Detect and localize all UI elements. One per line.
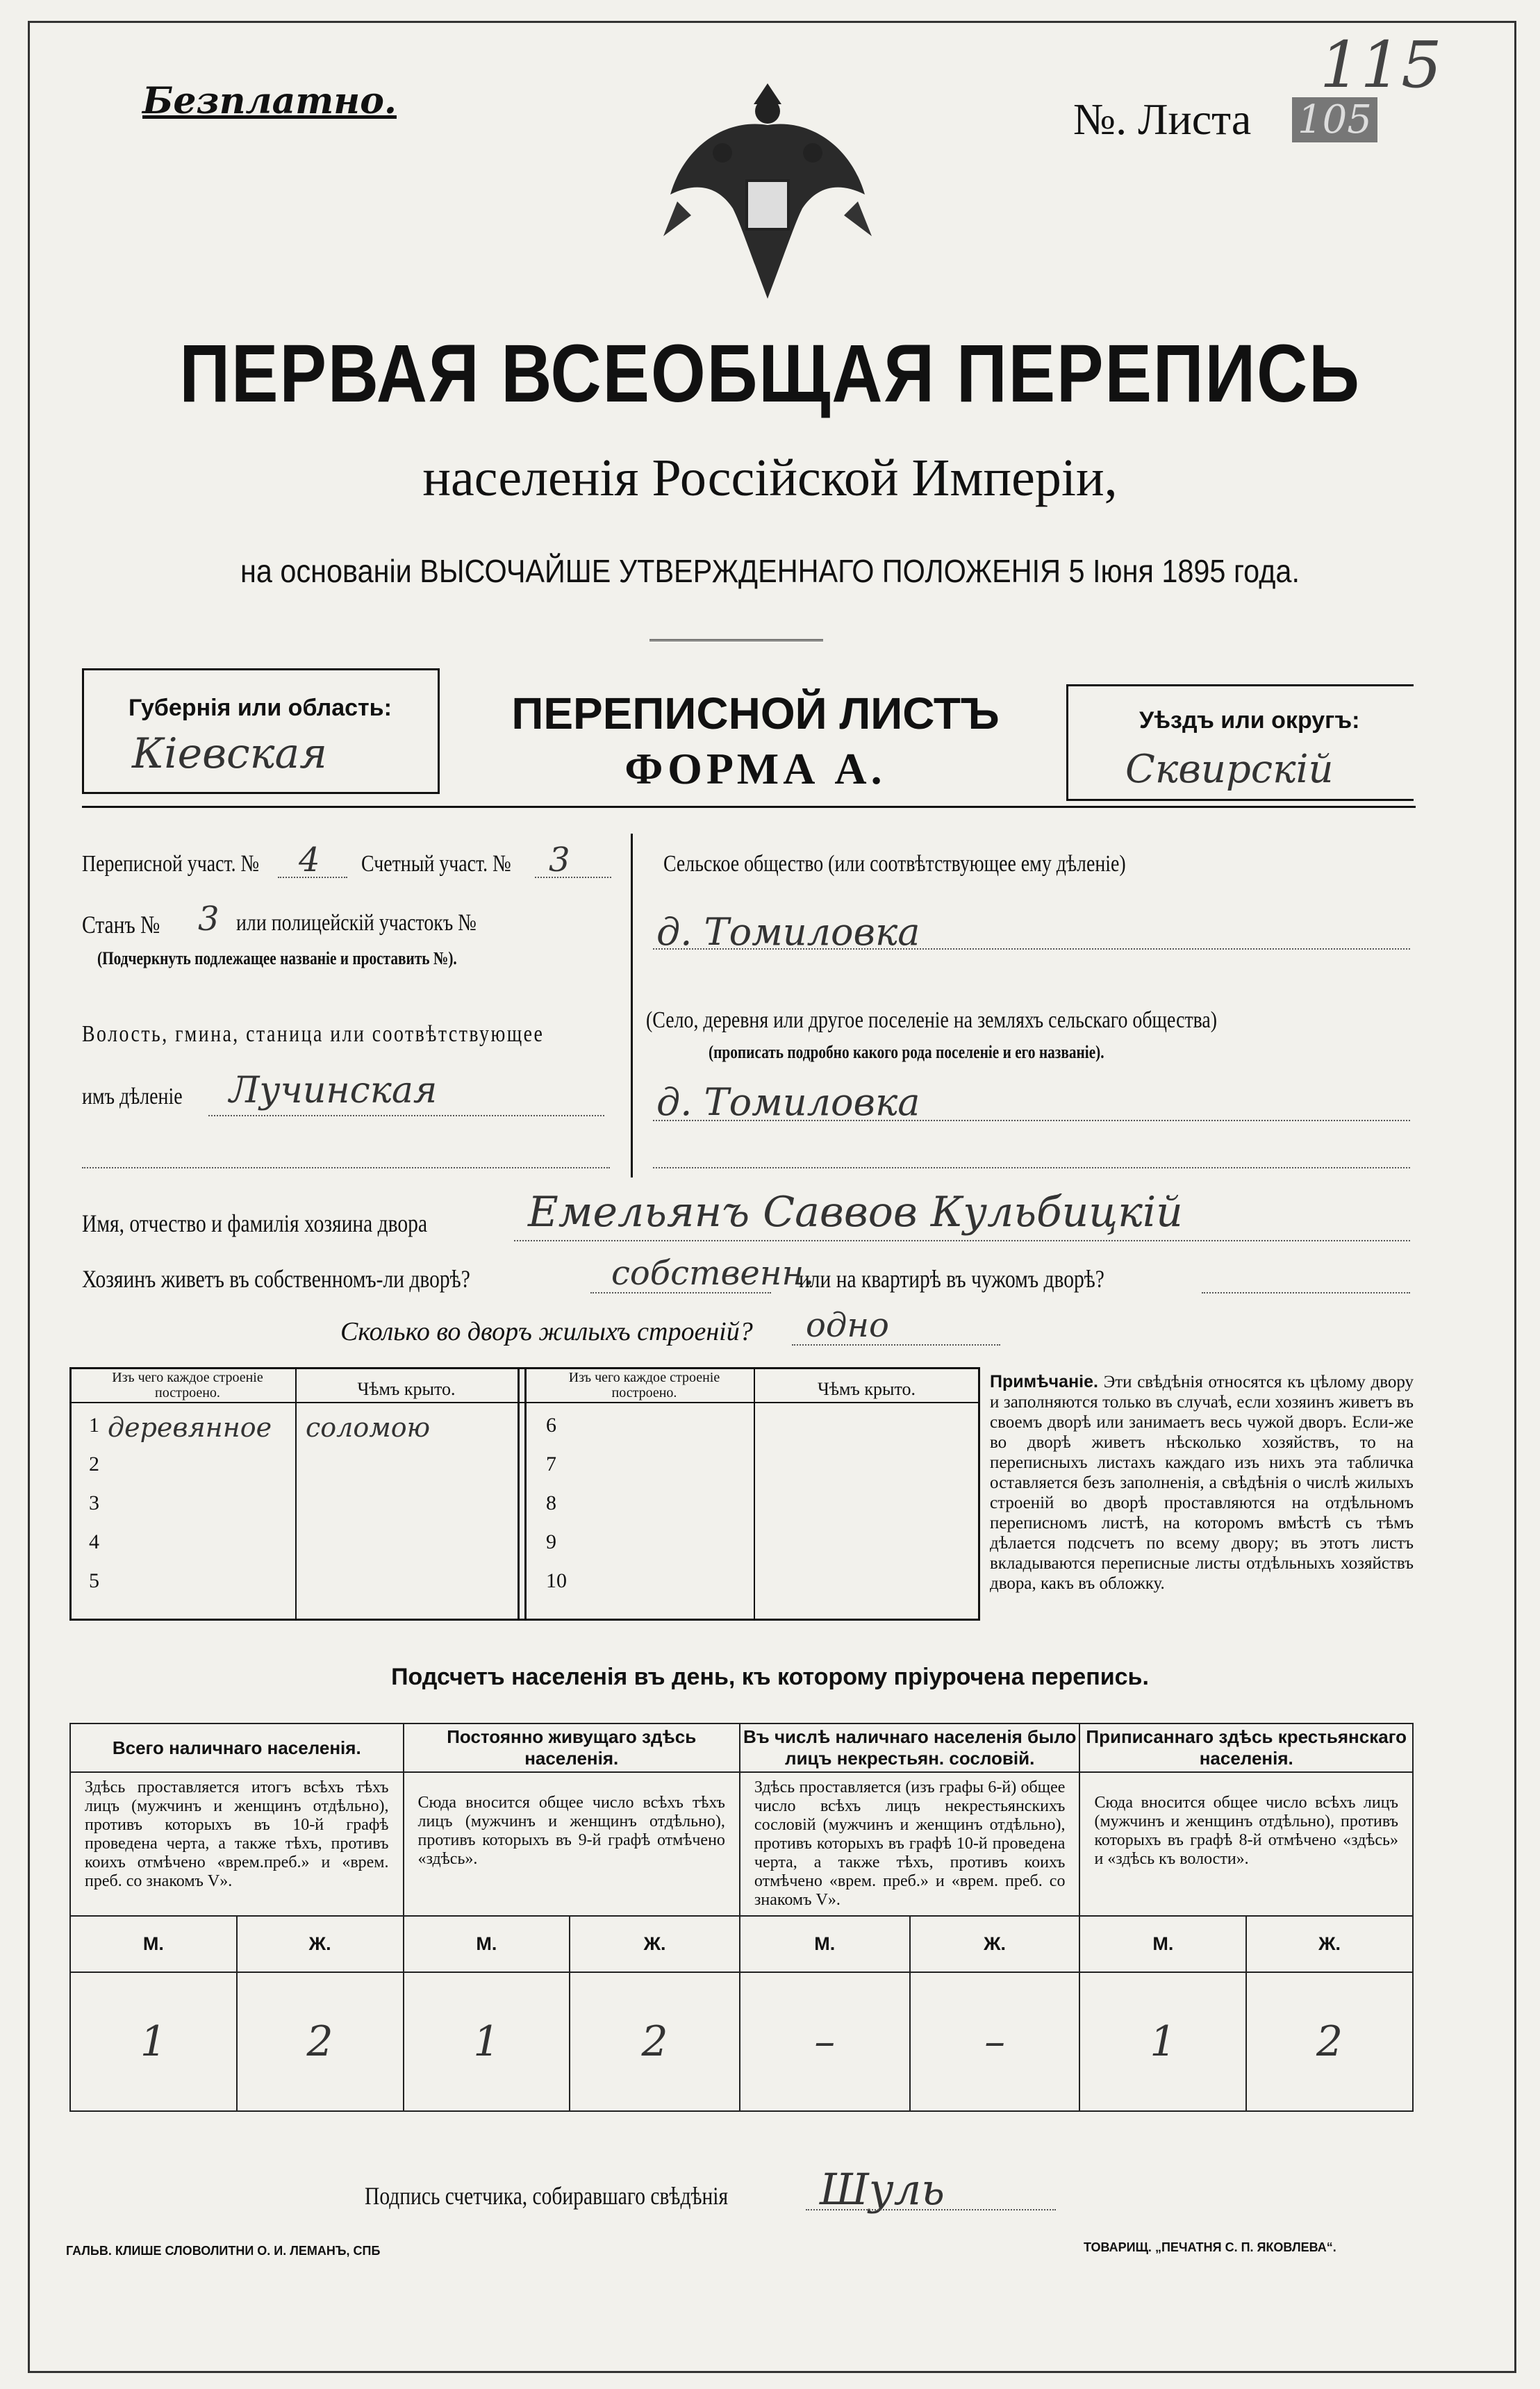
province-label: Губернія или область: [129, 695, 392, 721]
m-label: М. [70, 1916, 237, 1971]
population-col1-m: 1 [70, 1972, 237, 2111]
owner-residence-label: Хозяинъ живетъ въ собственномъ-ли дворѣ? [82, 1265, 470, 1293]
zh-label: Ж. [570, 1916, 740, 1971]
row-roof: соломою [306, 1412, 431, 1443]
zh-label: Ж. [237, 1916, 404, 1971]
row-number: 6 [546, 1414, 556, 1437]
row-number: 3 [89, 1491, 99, 1514]
row-number: 2 [89, 1453, 99, 1475]
row-number: 5 [89, 1569, 99, 1592]
population-col4-zh: 2 [1246, 1972, 1413, 2111]
population-col1-header: Всего наличнаго населенія. [70, 1723, 404, 1772]
province-value: Кіевская [132, 729, 327, 778]
buildings-count-value: одно [806, 1306, 889, 1345]
footer-left: ГАЛЬВ. КЛИШЕ СЛОВОЛИТНИ О. И. ЛЕМАНЪ, СПБ [66, 2244, 381, 2258]
owner-name-value: Емельянъ Саввов Кульбицкій [528, 1188, 1183, 1237]
m-label: М. [740, 1916, 910, 1971]
volost-value: Лучинская [229, 1070, 438, 1111]
zh-label: Ж. [910, 1916, 1080, 1971]
form-name: ФОРМА А. [624, 744, 886, 793]
owner-residence-value: собственн. [611, 1254, 815, 1293]
subtitle: населенія Россійской Имперіи, [422, 449, 1118, 507]
stan-label: Станъ № [82, 911, 160, 939]
table-row [76, 1523, 514, 1562]
district-value: Сквирскій [1125, 747, 1334, 792]
volost-label: Волость, гмина, станица или соотвѣтствующее [82, 1021, 545, 1047]
stan-value: 3 [198, 900, 220, 939]
row-number: 4 [89, 1530, 99, 1553]
owner-name-label: Имя, отчество и фамилія хозяина двора [82, 1209, 428, 1237]
village-note: (прописать подробно какого рода поселеніе и его названіе). [709, 1042, 1104, 1062]
row-number: 10 [546, 1569, 567, 1592]
table-row [535, 1485, 972, 1523]
row-number: 7 [546, 1453, 556, 1475]
fields-vertical-divider [631, 834, 633, 1177]
population-col3-desc: Здѣсь проставляется (изъ графы 6-й) общее число всѣхъ лицъ некрестьянскихъ сословій (мужчинъ и женщинъ отдѣльно), противъ которыхъ въ графѣ 10-й проведена черта, а также тѣхъ, противъ коихъ отмѣчено «врем. преб.» и «врем. преб. со знакомъ V». [740, 1772, 1080, 1916]
population-col2-header: Постоянно живущаго здѣсь населенія. [404, 1723, 740, 1772]
population-col3-header: Въ числѣ наличнаго населенія было лицъ некрестьян. сословій. [740, 1723, 1080, 1772]
m-label: М. [1079, 1916, 1246, 1971]
signature-value: Шуль [820, 2164, 945, 2215]
footer-right: ТОВАРИЩ. „ПЕЧАТНЯ С. П. ЯКОВЛЕВА“. [1084, 2240, 1336, 2254]
census-district-value: 4 [299, 841, 320, 879]
buildings-rows-right [535, 1407, 972, 1601]
sheet-number-label: №. Листа [1073, 94, 1252, 144]
ornament-divider [649, 639, 823, 641]
sheet-title: ПЕРЕПИСНОЙ ЛИСТЪ [511, 688, 1000, 738]
count-district-label: Счетный участ. № [361, 851, 511, 877]
form-header-top-rule [82, 668, 440, 670]
buildings-count-label: Сколько во дворъ жилыхъ строеній? [340, 1317, 753, 1346]
underline-note: (Подчеркнуть подлежащее названіе и проставить №). [97, 948, 457, 968]
population-col2-m: 1 [404, 1972, 570, 2111]
buildings-rows-left [76, 1407, 514, 1601]
table-row [76, 1485, 514, 1523]
volost-label-2: имъ дѣленіе [82, 1084, 183, 1109]
population-col2-desc: Сюда вносится общее число всѣхъ тѣхъ лицъ (мужчинъ и женщинъ отдѣльно), противъ которыхъ въ 9-й графѣ отмѣчено «здѣсь». [404, 1772, 740, 1916]
table-row [535, 1446, 972, 1485]
m-label: М. [404, 1916, 570, 1971]
note-text: Эти свѣдѣнія относятся къ цѣлому двору и заполняются только въ случаѣ, если хозяинъ живетъ въ своемъ дворѣ или занимаетъ весь чужой дворъ. Если-же во дворѣ живетъ нѣсколько хозяйствъ, то на переписныхъ листахъ каждаго изъ нихъ эта табличка оставляется безъ заполненія, а свѣдѣнія о числѣ жилыхъ строеній во дворѣ проставляются на отдѣльномъ переписномъ листѣ, на которомъ вмѣстѣ съ тѣмъ дѣлается подсчетъ по всему двору; въ этотъ листъ вкладываются переписные листы отдѣльныхъ хозяйствъ двора, какъ въ обложку. [990, 1373, 1414, 1593]
signature-label: Подпись счетчика, собиравшаго свѣдѣнія [365, 2182, 729, 2210]
table-row [76, 1446, 514, 1485]
main-title: ПЕРВАЯ ВСЕОБЩАЯ ПЕРЕПИСЬ [179, 328, 1361, 420]
table-row [535, 1407, 972, 1446]
population-col4-desc: Сюда вносится общее число всѣхъ лицъ (мужчинъ и женщинъ отдѣльно), противъ которыхъ въ графѣ 8-й отмѣчено «здѣсь» и «здѣсь къ волости». [1079, 1772, 1413, 1916]
population-col4-m: 1 [1079, 1972, 1246, 2111]
village-value: д. Томиловка [656, 1080, 920, 1124]
buildings-col2-header-left: Чѣмъ крыто. [357, 1379, 456, 1399]
population-col3-zh: – [910, 1972, 1080, 2111]
table-row [535, 1523, 972, 1562]
census-district-label: Переписной участ. № [82, 851, 260, 877]
population-col2-zh: 2 [570, 1972, 740, 2111]
count-district-value: 3 [549, 841, 570, 879]
row-number: 9 [546, 1530, 556, 1553]
village-label: (Село, деревня или другое поселеніе на земляхъ сельскаго общества) [646, 1007, 1218, 1033]
population-table [69, 1723, 1414, 2112]
sheet-number-value: 105 [1292, 97, 1377, 142]
district-label: Уѣздъ или округъ: [1139, 707, 1360, 734]
row-number: 8 [546, 1491, 556, 1514]
owner-residence-label-2: или на квартирѣ въ чужомъ дворѣ? [799, 1265, 1104, 1293]
legal-basis: на основаніи ВЫСОЧАЙШЕ УТВЕРЖДЕННАГО ПОЛОЖЕНІЯ 5 Іюня 1895 года. [240, 553, 1300, 589]
row-material: деревянное [108, 1412, 272, 1443]
population-col3-m: – [740, 1972, 910, 2111]
table-row [76, 1562, 514, 1601]
note-block [990, 1372, 1414, 1594]
population-col4-header: Приписаннаго здѣсь крестьянскаго населенія. [1079, 1723, 1413, 1772]
free-label: Безплатно. [142, 80, 397, 122]
society-value: д. Томиловка [656, 910, 920, 954]
society-label: Сельское общество (или соотвѣтствующее ему дѣленіе) [663, 851, 1126, 877]
buildings-col1-header-left: Изъ чего каждое строеніе построено. [112, 1370, 263, 1400]
table-row [76, 1407, 514, 1446]
buildings-col1-header-right: Изъ чего каждое строеніе построено. [568, 1370, 720, 1400]
population-col1-desc: Здѣсь проставляется итогъ всѣхъ тѣхъ лицъ (мужчинъ и женщинъ отдѣльно), противъ которыхъ въ 10-й графѣ проведена черта, а также тѣхъ, противъ коихъ отмѣчено «врем.преб.» и «врем. преб. со знакомъ V». [70, 1772, 404, 1916]
buildings-col2-header-right: Чѣмъ крыто. [817, 1379, 916, 1399]
note-lead: Примѣчаніе. [990, 1372, 1098, 1391]
police-label: или полицейскій участокъ № [236, 910, 477, 936]
zh-label: Ж. [1246, 1916, 1413, 1971]
sheet-number-corner: 115 [1320, 28, 1442, 102]
population-title: Подсчетъ населенія въ день, къ которому пріурочена перепись. [391, 1664, 1149, 1690]
table-row [535, 1562, 972, 1601]
row-number: 1 [89, 1414, 99, 1437]
population-col1-zh: 2 [237, 1972, 404, 2111]
